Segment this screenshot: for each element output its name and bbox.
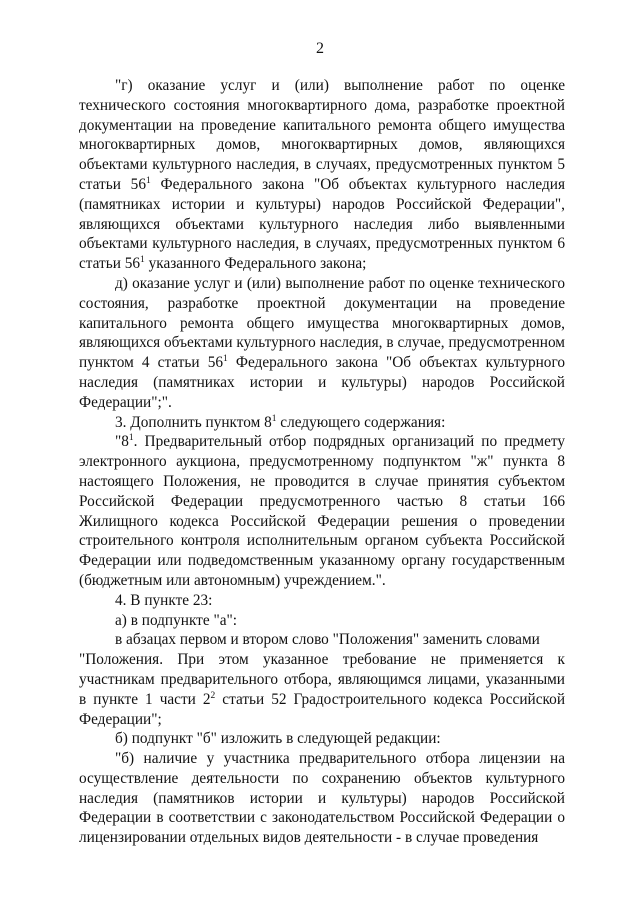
paragraph-d: д) оказание услуг и (или) выполнение работ по оценке технического состояния, разработке проектной документации на проведение капитального ремонта общего имущества многоквартирных домов, являющихся объектами культурного наследия, в случае, предусмотренном пунктом 4 статьи $56^1$ Федерального закона "Об объектах культурного наследия (памятниках истории и культуры) народов Российской Федерации";". (79, 274, 566, 411)
paragraph-8-1: "$8^1$. Предварительный отбор подрядных организаций по предмету электронного аукциона, предусмотренному подпунктом "ж" пункта 8 настоящего Положения, не проводится в случае принятия субъектом Российской Федерации предусмотренного частью 8 статьи 166 Жилищного кодекса Российской Федерации решения о проведении строительного контроля исполнительным органом субъекта Российской Федерации или подведомственным указанному органу государственным (бюджетным или автономным) учреждением.". (79, 433, 565, 589)
paragraph-replace-words: в абзацах первом и втором слово "Положения" заменить словами (115, 631, 540, 649)
paragraph-sub-a: а) в подпункте "а": (115, 611, 238, 629)
paragraph-replacement-text: "Положения. При этом указанное требование не применяется к участникам предварительного отбора, являющимся лицами, указанными в пункте 1 части $2^2$ статьи 52 Градостроительного кодекса Российской Федерации"; (79, 651, 565, 728)
paragraph-b-text: "б) наличие у участника предварительного отбора лицензии на осуществление деятельности по сохранению объектов культурного наследия (памятников истории и культуры) народов Российской Федерации в соответствии с законодательством Российской Федерации о лицензировании отдельных видов деятельности - в случае проведения (79, 750, 565, 847)
paragraph-item-4: 4. В пункте 23: (115, 591, 213, 609)
document-body (79, 76, 565, 848)
page-number: 2 (316, 40, 324, 57)
paragraph-sub-b: б) подпункт "б" изложить в следующей редакции: (115, 730, 441, 748)
paragraph-g: "г) оказание услуг и (или) выполнение работ по оценке технического состояния многоквартирного дома, разработке проектной документации на проведение капитального ремонта общего имущества многоквартирных домов, многоквартирных домов, являющихся объектами культурного наследия, в случаях, предусмотренных пунктом 5 статьи $56^1$ Федерального закона "Об объектах культурного наследия (памятниках истории и культуры) народов Российской Федерации", являющихся объектами культурного наследия либо выявленными объектами культурного наследия, в случаях, предусмотренных пунктом 6 статьи $56^1$ указанного Федерального закона; (79, 77, 566, 273)
paragraph-item-3: 3. Дополнить пунктом $8^1$ следующего содержания: (115, 413, 446, 431)
